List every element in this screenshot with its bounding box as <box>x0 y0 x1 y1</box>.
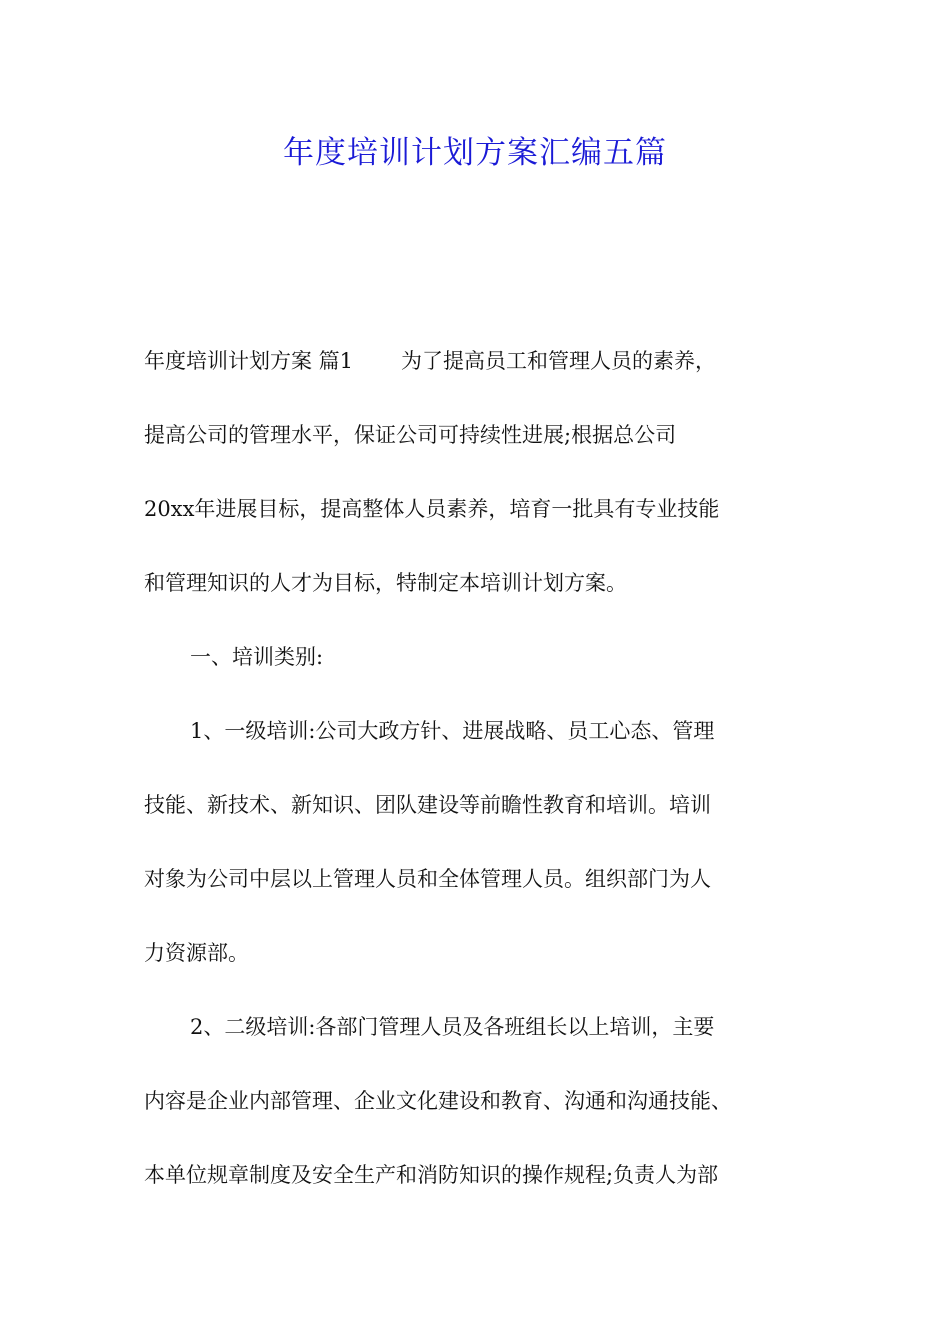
paragraph-line <box>144 337 834 411</box>
paragraph-line: 2、二级培训:各部门管理人员及各班组长以上培训，主要 <box>190 1015 715 1039</box>
paragraph-line: 20xx年进展目标，提高整体人员素养，培育一批具有专业技能 <box>144 497 720 521</box>
paragraph-line: 技能、新技术、新知识、团队建设等前瞻性教育和培训。培训 <box>144 793 711 817</box>
paragraph-line: 1、一级培训:公司大政方针、进展战略、员工心态、管理 <box>190 719 715 743</box>
document-body <box>144 337 834 1225</box>
paragraph-line: 内容是企业内部管理、企业文化建设和教育、沟通和沟通技能、 <box>144 1089 732 1113</box>
subsection-heading: 一、培训类别: <box>190 645 324 669</box>
paragraph-line: 和管理知识的人才为目标，特制定本培训计划方案。 <box>144 571 627 595</box>
paragraph-line: 力资源部。 <box>144 941 249 965</box>
section-heading: 年度培训计划方案 篇1 <box>144 349 354 373</box>
paragraph-line: 本单位规章制度及安全生产和消防知识的操作规程;负责人为部 <box>144 1163 719 1187</box>
paragraph-line: 对象为公司中层以上管理人员和全体管理人员。组织部门为人 <box>144 867 711 891</box>
document-title: 年度培训计划方案汇编五篇 <box>283 135 667 171</box>
paragraph-text: 为了提高员工和管理人员的素养， <box>401 349 717 373</box>
paragraph-line: 提高公司的管理水平，保证公司可持续性进展;根据总公司 <box>144 423 677 447</box>
